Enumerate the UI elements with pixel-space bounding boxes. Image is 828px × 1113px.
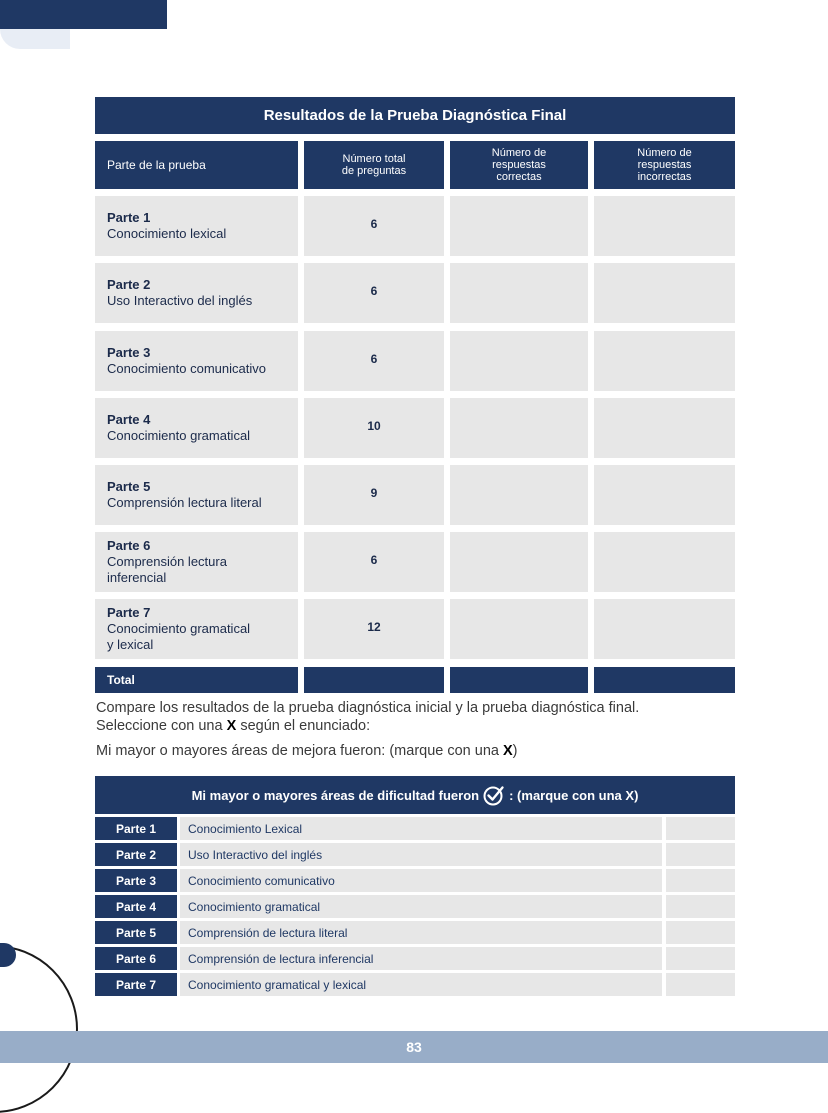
header-correct-line2: respuestas	[492, 159, 546, 171]
difficulty-row-3-part: Parte 3	[95, 869, 177, 892]
difficulty-row-5-part: Parte 5	[95, 921, 177, 944]
header-incorrect-line2: respuestas	[637, 159, 692, 171]
total-questions-cell	[304, 667, 444, 693]
difficulty-row-1-mark-cell[interactable]	[666, 817, 735, 840]
part-description: Conocimiento gramatical	[107, 428, 251, 443]
results-row-5-incorrect-input[interactable]	[594, 465, 735, 525]
results-row-7-correct-input[interactable]	[450, 599, 588, 659]
part-description: Conocimiento lexical	[107, 226, 227, 241]
total-incorrect-cell[interactable]	[594, 667, 735, 693]
difficulty-row-1-desc: Conocimiento Lexical	[180, 817, 662, 840]
difficulty-row-1-part: Parte 1	[95, 817, 177, 840]
select-prefix: Seleccione con una	[96, 718, 223, 734]
part-description-line2: y lexical	[107, 637, 154, 652]
header-total-questions	[304, 141, 444, 189]
results-row-4-part	[95, 398, 298, 458]
results-row-2-part	[95, 263, 298, 323]
difficulty-row-5-mark-cell[interactable]	[666, 921, 735, 944]
improvement-mark: X	[503, 743, 513, 759]
results-row-7-total: 12	[304, 599, 444, 659]
results-row-6-part	[95, 532, 298, 592]
improvement-prefix: Mi mayor o mayores áreas de mejora fueron: (marque con una	[96, 743, 499, 759]
header-correct-answers	[450, 141, 588, 189]
improvement-instruction	[96, 743, 732, 759]
results-row-3-incorrect-input[interactable]	[594, 331, 735, 391]
difficulty-row-6-mark-cell[interactable]	[666, 947, 735, 970]
total-label: Total	[95, 667, 298, 693]
results-row-2-total: 6	[304, 263, 444, 323]
compare-text: Compare los resultados de la prueba diagnóstica inicial y la prueba diagnóstica final.	[96, 700, 640, 716]
results-row-4-incorrect-input[interactable]	[594, 398, 735, 458]
header-total-line1: Número total	[342, 153, 406, 165]
compare-instruction	[96, 700, 732, 716]
page-number: 83	[406, 1039, 422, 1055]
part-description: Conocimiento comunicativo	[107, 361, 266, 376]
header-incorrect-line3: incorrectas	[637, 171, 692, 183]
difficulty-row-5-desc: Comprensión de lectura literal	[180, 921, 662, 944]
difficulty-row-3-mark-cell[interactable]	[666, 869, 735, 892]
header-part	[95, 141, 298, 189]
difficulty-row-6-desc: Comprensión de lectura inferencial	[180, 947, 662, 970]
results-row-1-correct-input[interactable]	[450, 196, 588, 256]
select-suffix: según el enunciado:	[240, 718, 371, 734]
difficulty-row-4-mark-cell[interactable]	[666, 895, 735, 918]
difficulty-row-2-part: Parte 2	[95, 843, 177, 866]
results-row-1-incorrect-input[interactable]	[594, 196, 735, 256]
results-row-7-part	[95, 599, 298, 659]
part-label: Parte 2	[107, 277, 151, 292]
results-row-5-part	[95, 465, 298, 525]
header-total-line2: de preguntas	[341, 165, 407, 177]
part-label: Parte 1	[107, 210, 151, 225]
header-correct-line3: correctas	[496, 171, 542, 183]
results-row-4-total: 10	[304, 398, 444, 458]
results-row-1-total: 6	[304, 196, 444, 256]
page-footer	[0, 1031, 828, 1063]
difficulty-table-title	[95, 776, 735, 814]
improvement-suffix: )	[512, 743, 518, 759]
difficulty-row-4-part: Parte 4	[95, 895, 177, 918]
results-row-4-correct-input[interactable]	[450, 398, 588, 458]
header-incorrect-answers	[594, 141, 735, 189]
results-row-2-incorrect-input[interactable]	[594, 263, 735, 323]
part-description: Comprensión lectura literal	[107, 495, 262, 510]
results-row-7-incorrect-input[interactable]	[594, 599, 735, 659]
difficulty-row-7-mark-cell[interactable]	[666, 973, 735, 996]
part-label: Parte 3	[107, 345, 151, 360]
results-row-5-total: 9	[304, 465, 444, 525]
header-part-label: Parte de la prueba	[107, 158, 206, 172]
header-correct-line1: Número de	[491, 147, 547, 159]
results-row-1-part	[95, 196, 298, 256]
difficulty-row-7-desc: Conocimiento gramatical y lexical	[180, 973, 662, 996]
results-row-3-correct-input[interactable]	[450, 331, 588, 391]
results-row-6-incorrect-input[interactable]	[594, 532, 735, 592]
part-label: Parte 6	[107, 538, 151, 553]
results-row-3-part	[95, 331, 298, 391]
part-description-line2: inferencial	[107, 570, 167, 585]
header-incorrect-line1: Número de	[637, 147, 692, 159]
part-label: Parte 4	[107, 412, 151, 427]
difficulty-row-6-part: Parte 6	[95, 947, 177, 970]
results-row-6-correct-input[interactable]	[450, 532, 588, 592]
part-label: Parte 5	[107, 479, 151, 494]
part-description: Conocimiento gramatical	[107, 621, 251, 636]
select-instruction	[96, 718, 732, 734]
difficulty-row-2-desc: Uso Interactivo del inglés	[180, 843, 662, 866]
difficulty-row-3-desc: Conocimiento comunicativo	[180, 869, 662, 892]
decorative-circle	[0, 945, 78, 1113]
corner-decoration-bar	[0, 0, 167, 29]
check-circle-icon	[483, 784, 505, 806]
difficulty-title-prefix: Mi mayor o mayores áreas de dificultad fueron	[191, 787, 480, 803]
results-row-5-correct-input[interactable]	[450, 465, 588, 525]
part-description: Uso Interactivo del inglés	[107, 293, 253, 308]
difficulty-row-2-mark-cell[interactable]	[666, 843, 735, 866]
results-table-title: Resultados de la Prueba Diagnóstica Final	[95, 97, 735, 134]
difficulty-title-suffix: : (marque con una X)	[509, 787, 639, 803]
results-row-2-correct-input[interactable]	[450, 263, 588, 323]
difficulty-row-7-part: Parte 7	[95, 973, 177, 996]
results-row-3-total: 6	[304, 331, 444, 391]
total-correct-cell[interactable]	[450, 667, 588, 693]
difficulty-row-4-desc: Conocimiento gramatical	[180, 895, 662, 918]
select-mark: X	[226, 718, 237, 734]
part-description: Comprensión lectura	[107, 554, 227, 569]
results-row-6-total: 6	[304, 532, 444, 592]
part-label: Parte 7	[107, 605, 151, 620]
corner-decoration-tab	[0, 29, 70, 49]
